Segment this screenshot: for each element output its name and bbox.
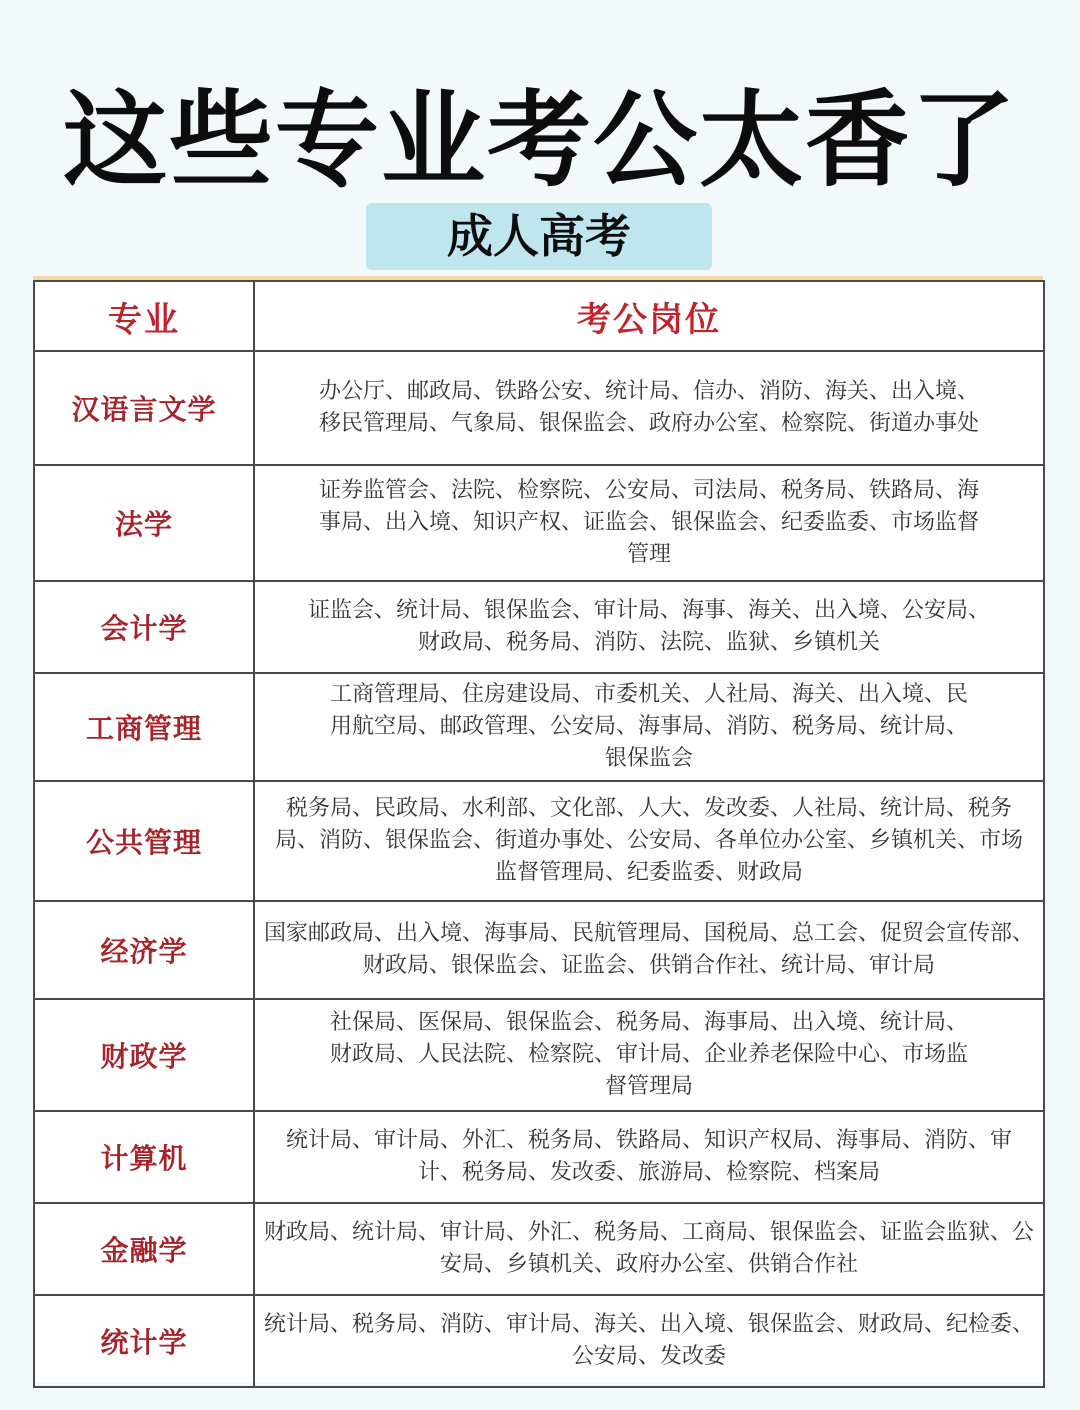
header-major: 专业 <box>34 281 254 351</box>
jobs-cell: 工商管理局、住房建设局、市委机关、人社局、海关、出入境、民用航空局、邮政管理、公安局、海事局、消防、税务局、统计局、银保监会 <box>254 673 1044 781</box>
jobs-cell: 证监会、统计局、银保监会、审计局、海事、海关、出入境、公安局、财政局、税务局、消防、法院、监狱、乡镇机关 <box>254 581 1044 673</box>
table-row <box>34 581 1044 673</box>
table-row <box>34 781 1044 901</box>
major-cell: 汉语言文学 <box>34 351 254 465</box>
table-row <box>34 1111 1044 1203</box>
table-row <box>34 901 1044 999</box>
table-row <box>34 999 1044 1111</box>
major-cell: 统计学 <box>34 1295 254 1387</box>
table-row <box>34 351 1044 465</box>
table-row <box>34 1295 1044 1387</box>
jobs-cell: 税务局、民政局、水利部、文化部、人大、发改委、人社局、统计局、税务局、消防、银保监会、街道办事处、公安局、各单位办公室、乡镇机关、市场监督管理局、纪委监委、财政局 <box>254 781 1044 901</box>
jobs-cell: 国家邮政局、出入境、海事局、民航管理局、国税局、总工会、促贸会宣传部、财政局、银保监会、证监会、供销合作社、统计局、审计局 <box>254 901 1044 999</box>
jobs-cell: 办公厅、邮政局、铁路公安、统计局、信办、消防、海关、出入境、移民管理局、气象局、银保监会、政府办公室、检察院、街道办事处 <box>254 351 1044 465</box>
table-header-row <box>34 281 1044 351</box>
jobs-cell: 证券监管会、法院、检察院、公安局、司法局、税务局、铁路局、海事局、出入境、知识产权、证监会、银保监会、纪委监委、市场监督管理 <box>254 465 1044 581</box>
table-row <box>34 1203 1044 1295</box>
jobs-cell: 统计局、审计局、外汇、税务局、铁路局、知识产权局、海事局、消防、审计、税务局、发改委、旅游局、检察院、档案局 <box>254 1111 1044 1203</box>
majors-table <box>33 280 1045 1388</box>
jobs-cell: 社保局、医保局、银保监会、税务局、海事局、出入境、统计局、财政局、人民法院、检察院、审计局、企业养老保险中心、市场监督管理局 <box>254 999 1044 1111</box>
majors-table-container <box>33 276 1043 1382</box>
page-title: 这些专业考公太香了 <box>62 79 1017 201</box>
table-row <box>34 673 1044 781</box>
major-cell: 金融学 <box>34 1203 254 1295</box>
jobs-cell: 财政局、统计局、审计局、外汇、税务局、工商局、银保监会、证监会监狱、公安局、乡镇机关、政府办公室、供销合作社 <box>254 1203 1044 1295</box>
table-row <box>34 465 1044 581</box>
major-cell: 法学 <box>34 465 254 581</box>
subtitle-badge: 成人高考 <box>366 203 712 270</box>
header-jobs: 考公岗位 <box>254 281 1044 351</box>
major-cell: 计算机 <box>34 1111 254 1203</box>
major-cell: 公共管理 <box>34 781 254 901</box>
major-cell: 工商管理 <box>34 673 254 781</box>
jobs-cell: 统计局、税务局、消防、审计局、海关、出入境、银保监会、财政局、纪检委、公安局、发改委 <box>254 1295 1044 1387</box>
major-cell: 财政学 <box>34 999 254 1111</box>
major-cell: 会计学 <box>34 581 254 673</box>
major-cell: 经济学 <box>34 901 254 999</box>
